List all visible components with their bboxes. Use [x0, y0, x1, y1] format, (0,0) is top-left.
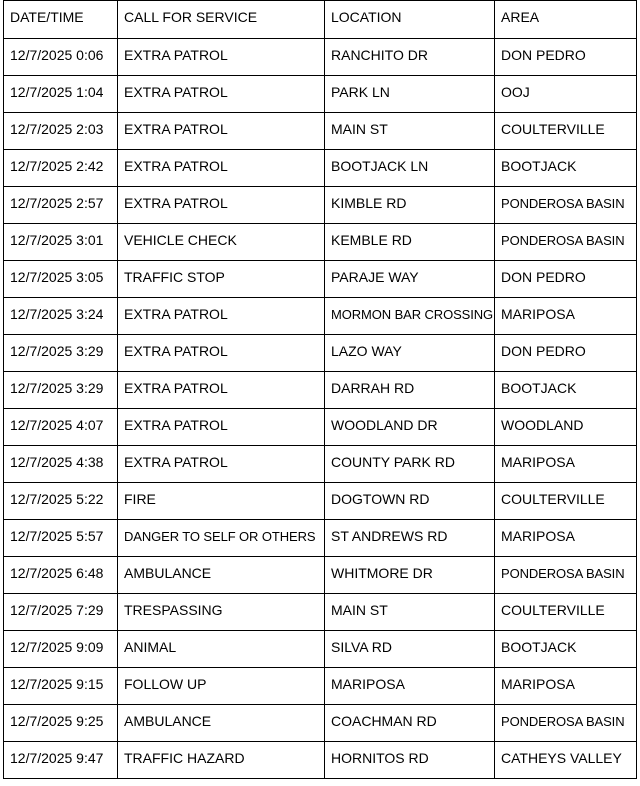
call-for-service-cell — [118, 557, 325, 594]
table-row — [4, 409, 637, 446]
area-text: DON PEDRO — [501, 343, 586, 359]
call-for-service-cell — [118, 483, 325, 520]
date-time-cell — [4, 224, 118, 261]
location-text: PARK LN — [331, 84, 390, 100]
call-for-service-cell — [118, 113, 325, 150]
location-text: MAIN ST — [331, 602, 388, 618]
area-cell — [495, 594, 637, 631]
table-row — [4, 557, 637, 594]
area-cell — [495, 409, 637, 446]
date-time-cell — [4, 298, 118, 335]
date-time-cell — [4, 520, 118, 557]
call-for-service-cell — [118, 261, 325, 298]
call-for-service-text: EXTRA PATROL — [124, 417, 228, 433]
location-cell — [325, 409, 495, 446]
call-for-service-text: EXTRA PATROL — [124, 158, 228, 174]
date-time-text: 12/7/2025 3:05 — [10, 269, 104, 285]
header-date-time — [4, 1, 118, 39]
call-for-service-cell — [118, 742, 325, 779]
location-text: SILVA RD — [331, 639, 392, 655]
location-cell — [325, 335, 495, 372]
call-for-service-text: TRAFFIC HAZARD — [124, 750, 245, 766]
area-text: PONDEROSA BASIN — [501, 196, 625, 211]
table-row — [4, 631, 637, 668]
call-for-service-text: FIRE — [124, 491, 156, 507]
date-time-cell — [4, 39, 118, 76]
area-cell — [495, 335, 637, 372]
header-location-label: LOCATION — [331, 9, 402, 25]
area-cell — [495, 520, 637, 557]
table-row — [4, 298, 637, 335]
area-text: MARIPOSA — [501, 528, 575, 544]
call-for-service-cell — [118, 372, 325, 409]
date-time-cell — [4, 668, 118, 705]
area-text: WOODLAND — [501, 417, 584, 433]
call-for-service-text: VEHICLE CHECK — [124, 232, 237, 248]
area-text: CATHEYS VALLEY — [501, 750, 622, 766]
call-for-service-cell — [118, 76, 325, 113]
area-text: COULTERVILLE — [501, 121, 605, 137]
call-for-service-cell — [118, 298, 325, 335]
area-cell — [495, 298, 637, 335]
call-for-service-text: EXTRA PATROL — [124, 343, 228, 359]
calls-for-service-table — [3, 0, 637, 779]
area-cell — [495, 631, 637, 668]
area-cell — [495, 372, 637, 409]
date-time-cell — [4, 335, 118, 372]
location-cell — [325, 520, 495, 557]
area-text: PONDEROSA BASIN — [501, 714, 625, 729]
table-row — [4, 76, 637, 113]
table-row — [4, 446, 637, 483]
area-text: MARIPOSA — [501, 306, 575, 322]
location-text: DARRAH RD — [331, 380, 415, 396]
location-cell — [325, 446, 495, 483]
date-time-cell — [4, 150, 118, 187]
call-for-service-text: ANIMAL — [124, 639, 177, 655]
location-cell — [325, 372, 495, 409]
date-time-text: 12/7/2025 3:29 — [10, 380, 104, 396]
date-time-cell — [4, 261, 118, 298]
call-for-service-cell — [118, 668, 325, 705]
date-time-text: 12/7/2025 9:09 — [10, 639, 104, 655]
area-text: DON PEDRO — [501, 269, 586, 285]
location-text: DOGTOWN RD — [331, 491, 430, 507]
date-time-cell — [4, 446, 118, 483]
date-time-text: 12/7/2025 3:29 — [10, 343, 104, 359]
area-text: MARIPOSA — [501, 676, 575, 692]
call-for-service-cell — [118, 705, 325, 742]
table-row — [4, 668, 637, 705]
area-cell — [495, 39, 637, 76]
date-time-cell — [4, 705, 118, 742]
area-text: BOOTJACK — [501, 380, 577, 396]
area-text: COULTERVILLE — [501, 491, 605, 507]
location-cell — [325, 631, 495, 668]
date-time-cell — [4, 631, 118, 668]
date-time-text: 12/7/2025 1:04 — [10, 84, 104, 100]
header-row — [4, 1, 637, 39]
table-row — [4, 520, 637, 557]
location-text: PARAJE WAY — [331, 269, 419, 285]
date-time-text: 12/7/2025 9:25 — [10, 713, 104, 729]
date-time-cell — [4, 187, 118, 224]
call-for-service-text: EXTRA PATROL — [124, 121, 228, 137]
call-for-service-cell — [118, 150, 325, 187]
call-for-service-text: TRESPASSING — [124, 602, 223, 618]
date-time-text: 12/7/2025 9:47 — [10, 750, 104, 766]
location-text: WOODLAND DR — [331, 417, 438, 433]
area-text: OOJ — [501, 84, 530, 100]
location-text: HORNITOS RD — [331, 750, 429, 766]
call-for-service-cell — [118, 631, 325, 668]
call-for-service-cell — [118, 520, 325, 557]
area-cell — [495, 446, 637, 483]
header-location — [325, 1, 495, 39]
location-text: MORMON BAR CROSSING — [331, 307, 494, 322]
date-time-text: 12/7/2025 2:57 — [10, 195, 104, 211]
location-cell — [325, 261, 495, 298]
date-time-text: 12/7/2025 6:48 — [10, 565, 104, 581]
table-body — [4, 39, 637, 779]
call-for-service-cell — [118, 335, 325, 372]
table-row — [4, 150, 637, 187]
call-for-service-text: FOLLOW UP — [124, 676, 207, 692]
call-for-service-cell — [118, 594, 325, 631]
location-cell — [325, 39, 495, 76]
date-time-cell — [4, 113, 118, 150]
table-row — [4, 742, 637, 779]
location-text: COACHMAN RD — [331, 713, 437, 729]
call-for-service-cell — [118, 446, 325, 483]
table-row — [4, 483, 637, 520]
call-for-service-text: EXTRA PATROL — [124, 84, 228, 100]
date-time-text: 12/7/2025 5:22 — [10, 491, 104, 507]
location-cell — [325, 705, 495, 742]
location-text: RANCHITO DR — [331, 47, 428, 63]
location-text: ST ANDREWS RD — [331, 528, 448, 544]
date-time-cell — [4, 557, 118, 594]
call-for-service-cell — [118, 409, 325, 446]
area-cell — [495, 742, 637, 779]
call-for-service-text: EXTRA PATROL — [124, 306, 228, 322]
area-cell — [495, 483, 637, 520]
area-text: BOOTJACK — [501, 639, 577, 655]
date-time-text: 12/7/2025 0:06 — [10, 47, 104, 63]
date-time-text: 12/7/2025 2:03 — [10, 121, 104, 137]
location-text: KEMBLE RD — [331, 232, 412, 248]
location-cell — [325, 557, 495, 594]
table-row — [4, 261, 637, 298]
table-row — [4, 39, 637, 76]
location-cell — [325, 668, 495, 705]
date-time-text: 12/7/2025 5:57 — [10, 528, 104, 544]
area-text: PONDEROSA BASIN — [501, 233, 625, 248]
location-text: MAIN ST — [331, 121, 388, 137]
location-cell — [325, 483, 495, 520]
location-cell — [325, 742, 495, 779]
date-time-cell — [4, 76, 118, 113]
area-cell — [495, 187, 637, 224]
location-text: BOOTJACK LN — [331, 158, 429, 174]
date-time-cell — [4, 372, 118, 409]
date-time-text: 12/7/2025 4:38 — [10, 454, 104, 470]
date-time-cell — [4, 742, 118, 779]
call-for-service-text: EXTRA PATROL — [124, 195, 228, 211]
location-cell — [325, 594, 495, 631]
date-time-text: 12/7/2025 4:07 — [10, 417, 104, 433]
call-for-service-text: TRAFFIC STOP — [124, 269, 225, 285]
area-cell — [495, 76, 637, 113]
header-date-time-label: DATE/TIME — [10, 9, 84, 25]
header-call-for-service-label: CALL FOR SERVICE — [124, 9, 258, 25]
header-area-label: AREA — [501, 9, 540, 25]
area-text: PONDEROSA BASIN — [501, 566, 625, 581]
area-text: DON PEDRO — [501, 47, 586, 63]
date-time-text: 12/7/2025 3:24 — [10, 306, 104, 322]
location-text: KIMBLE RD — [331, 195, 407, 211]
location-cell — [325, 187, 495, 224]
date-time-text: 12/7/2025 3:01 — [10, 232, 104, 248]
table-row — [4, 705, 637, 742]
area-text: MARIPOSA — [501, 454, 575, 470]
date-time-text: 12/7/2025 7:29 — [10, 602, 104, 618]
table-row — [4, 335, 637, 372]
date-time-text: 12/7/2025 9:15 — [10, 676, 104, 692]
area-cell — [495, 557, 637, 594]
table-row — [4, 187, 637, 224]
call-for-service-cell — [118, 39, 325, 76]
header-area — [495, 1, 637, 39]
area-cell — [495, 150, 637, 187]
call-for-service-text: EXTRA PATROL — [124, 454, 228, 470]
date-time-text: 12/7/2025 2:42 — [10, 158, 104, 174]
table-row — [4, 224, 637, 261]
table-row — [4, 372, 637, 409]
call-for-service-text: DANGER TO SELF OR OTHERS — [124, 529, 316, 544]
area-cell — [495, 113, 637, 150]
area-cell — [495, 261, 637, 298]
location-cell — [325, 113, 495, 150]
call-for-service-cell — [118, 187, 325, 224]
location-text: WHITMORE DR — [331, 565, 433, 581]
call-for-service-text: AMBULANCE — [124, 713, 212, 729]
location-cell — [325, 150, 495, 187]
call-for-service-text: EXTRA PATROL — [124, 380, 228, 396]
table-row — [4, 113, 637, 150]
area-cell — [495, 668, 637, 705]
area-cell — [495, 705, 637, 742]
date-time-cell — [4, 594, 118, 631]
area-text: COULTERVILLE — [501, 602, 605, 618]
header-call-for-service — [118, 1, 325, 39]
location-cell — [325, 76, 495, 113]
date-time-cell — [4, 409, 118, 446]
date-time-cell — [4, 483, 118, 520]
location-text: LAZO WAY — [331, 343, 402, 359]
location-cell — [325, 298, 495, 335]
area-text: BOOTJACK — [501, 158, 577, 174]
call-for-service-text: EXTRA PATROL — [124, 47, 228, 63]
area-cell — [495, 224, 637, 261]
call-for-service-cell — [118, 224, 325, 261]
table-row — [4, 594, 637, 631]
location-text: MARIPOSA — [331, 676, 405, 692]
call-for-service-text: AMBULANCE — [124, 565, 212, 581]
location-text: COUNTY PARK RD — [331, 454, 455, 470]
location-cell — [325, 224, 495, 261]
